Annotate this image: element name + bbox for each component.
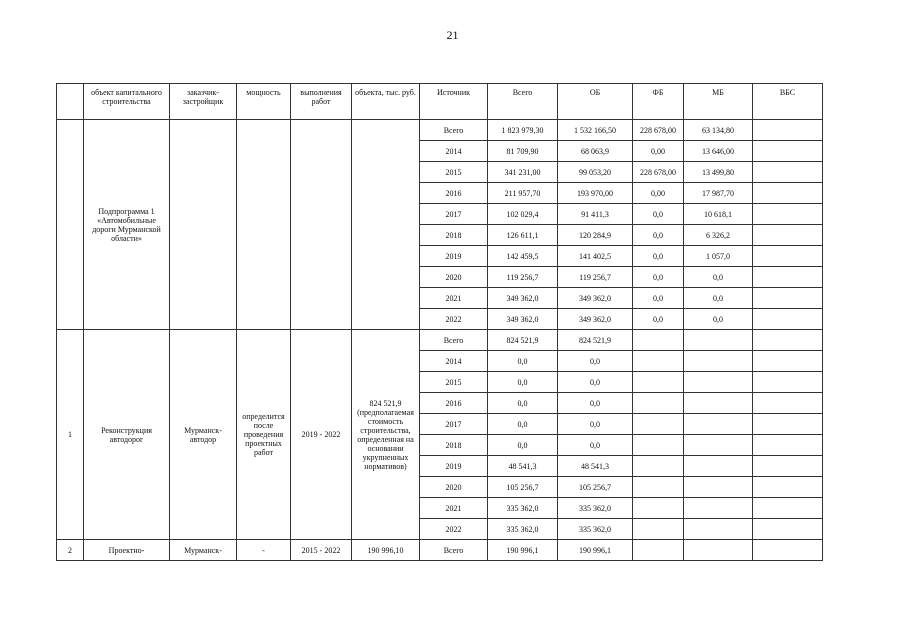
design-num: 2 bbox=[57, 540, 84, 561]
header-object: объект капитального строительства bbox=[84, 84, 170, 120]
subprogram-vbs bbox=[753, 141, 823, 162]
reconstruction-vbs bbox=[753, 393, 823, 414]
reconstruction-mb bbox=[684, 435, 753, 456]
subprogram-source: 2022 bbox=[420, 309, 488, 330]
subprogram-vbs bbox=[753, 225, 823, 246]
design-total: 190 996,1 bbox=[488, 540, 558, 561]
reconstruction-total: 0,0 bbox=[488, 435, 558, 456]
subprogram-mb: 0,0 bbox=[684, 288, 753, 309]
subprogram-total: 126 611,1 bbox=[488, 225, 558, 246]
reconstruction-fb bbox=[633, 414, 684, 435]
reconstruction-vbs bbox=[753, 477, 823, 498]
subprogram-ob: 99 053,20 bbox=[558, 162, 633, 183]
reconstruction-source: Всего bbox=[420, 330, 488, 351]
subprogram-vbs bbox=[753, 288, 823, 309]
subprogram-ob: 349 362,0 bbox=[558, 288, 633, 309]
header-period: выполнения работ bbox=[291, 84, 352, 120]
reconstruction-vbs bbox=[753, 372, 823, 393]
reconstruction-source: 2016 bbox=[420, 393, 488, 414]
reconstruction-source: 2019 bbox=[420, 456, 488, 477]
design-period: 2015 - 2022 bbox=[291, 540, 352, 561]
reconstruction-mb bbox=[684, 414, 753, 435]
subprogram-ob: 120 284,9 bbox=[558, 225, 633, 246]
reconstruction-ob: 0,0 bbox=[558, 435, 633, 456]
subprogram-fb: 0,0 bbox=[633, 204, 684, 225]
reconstruction-ob: 0,0 bbox=[558, 351, 633, 372]
subprogram-fb: 0,00 bbox=[633, 141, 684, 162]
subprogram-vbs bbox=[753, 246, 823, 267]
header-ob: ОБ bbox=[558, 84, 633, 120]
reconstruction-mb bbox=[684, 330, 753, 351]
subprogram-source: 2019 bbox=[420, 246, 488, 267]
subprogram-mb: 17 987,70 bbox=[684, 183, 753, 204]
subprogram-mb: 6 326,2 bbox=[684, 225, 753, 246]
reconstruction-total: 0,0 bbox=[488, 351, 558, 372]
subprogram-total: 349 362,0 bbox=[488, 309, 558, 330]
reconstruction-fb bbox=[633, 435, 684, 456]
header-mb: МБ bbox=[684, 84, 753, 120]
reconstruction-total: 335 362,0 bbox=[488, 498, 558, 519]
subprogram-vbs bbox=[753, 204, 823, 225]
subprogram-fb: 0,0 bbox=[633, 288, 684, 309]
subprogram-vbs bbox=[753, 120, 823, 141]
subprogram-fb: 0,0 bbox=[633, 309, 684, 330]
reconstruction-total: 0,0 bbox=[488, 414, 558, 435]
subprogram-number bbox=[57, 120, 84, 330]
reconstruction-fb bbox=[633, 519, 684, 540]
subprogram-object: Подпрограмма 1 «Автомобильные дороги Мурманской области» bbox=[84, 120, 170, 330]
subprogram-cost bbox=[352, 120, 420, 330]
subprogram-total: 211 957,70 bbox=[488, 183, 558, 204]
subprogram-ob: 193 970,00 bbox=[558, 183, 633, 204]
subprogram-total: 142 459,5 bbox=[488, 246, 558, 267]
header-capacity: мощность bbox=[237, 84, 291, 120]
reconstruction-fb bbox=[633, 393, 684, 414]
reconstruction-vbs bbox=[753, 330, 823, 351]
reconstruction-total: 0,0 bbox=[488, 393, 558, 414]
subprogram-total: 102 029,4 bbox=[488, 204, 558, 225]
subprogram-source: 2014 bbox=[420, 141, 488, 162]
reconstruction-fb bbox=[633, 477, 684, 498]
reconstruction-vbs bbox=[753, 519, 823, 540]
subprogram-mb: 13 499,80 bbox=[684, 162, 753, 183]
reconstruction-source: 2018 bbox=[420, 435, 488, 456]
reconstruction-customer: Мурманск-автодор bbox=[170, 330, 237, 540]
design-vbs bbox=[753, 540, 823, 561]
design-mb bbox=[684, 540, 753, 561]
subprogram-source: Всего bbox=[420, 120, 488, 141]
reconstruction-fb bbox=[633, 498, 684, 519]
subprogram-capacity bbox=[237, 120, 291, 330]
subprogram-ob: 141 402,5 bbox=[558, 246, 633, 267]
subprogram-fb: 0,00 bbox=[633, 183, 684, 204]
subprogram-mb: 10 618,1 bbox=[684, 204, 753, 225]
subprogram-ob: 119 256,7 bbox=[558, 267, 633, 288]
subprogram-mb: 13 646,00 bbox=[684, 141, 753, 162]
reconstruction-vbs bbox=[753, 498, 823, 519]
header-fb: ФБ bbox=[633, 84, 684, 120]
subprogram-mb: 63 134,80 bbox=[684, 120, 753, 141]
subprogram-vbs bbox=[753, 183, 823, 204]
reconstruction-fb bbox=[633, 330, 684, 351]
header-customer: заказчик-застройщик bbox=[170, 84, 237, 120]
reconstruction-ob: 335 362,0 bbox=[558, 519, 633, 540]
header-source: Источник bbox=[420, 84, 488, 120]
reconstruction-total: 335 362,0 bbox=[488, 519, 558, 540]
subprogram-mb: 0,0 bbox=[684, 309, 753, 330]
subprogram-mb: 0,0 bbox=[684, 267, 753, 288]
subprogram-vbs bbox=[753, 309, 823, 330]
reconstruction-mb bbox=[684, 519, 753, 540]
design-customer: Мурманск- bbox=[170, 540, 237, 561]
design-cost: 190 996,10 bbox=[352, 540, 420, 561]
reconstruction-ob: 0,0 bbox=[558, 414, 633, 435]
subprogram-fb: 0,0 bbox=[633, 225, 684, 246]
design-object: Проектно- bbox=[84, 540, 170, 561]
reconstruction-period: 2019 - 2022 bbox=[291, 330, 352, 540]
subprogram-ob: 91 411,3 bbox=[558, 204, 633, 225]
reconstruction-source: 2014 bbox=[420, 351, 488, 372]
reconstruction-mb bbox=[684, 351, 753, 372]
reconstruction-row bbox=[57, 330, 823, 351]
reconstruction-source: 2017 bbox=[420, 414, 488, 435]
subprogram-fb: 228 678,00 bbox=[633, 120, 684, 141]
subprogram-vbs bbox=[753, 267, 823, 288]
subprogram-fb: 0,0 bbox=[633, 246, 684, 267]
reconstruction-ob: 48 541,3 bbox=[558, 456, 633, 477]
header-vbs: ВБС bbox=[753, 84, 823, 120]
subprogram-source: 2020 bbox=[420, 267, 488, 288]
reconstruction-cost: 824 521,9 (предполагаемая стоимость строительства, определенная на основании укрупненных нормативов) bbox=[352, 330, 420, 540]
reconstruction-object: Реконструкция автодорог bbox=[84, 330, 170, 540]
reconstruction-vbs bbox=[753, 351, 823, 372]
page-number: 21 bbox=[446, 28, 459, 42]
reconstruction-total: 48 541,3 bbox=[488, 456, 558, 477]
subprogram-fb: 228 678,00 bbox=[633, 162, 684, 183]
design-fb bbox=[633, 540, 684, 561]
subprogram-ob: 349 362,0 bbox=[558, 309, 633, 330]
reconstruction-source: 2021 bbox=[420, 498, 488, 519]
header-cost: объекта, тыс. руб. bbox=[352, 84, 420, 120]
subprogram-source: 2016 bbox=[420, 183, 488, 204]
table-body bbox=[57, 84, 823, 561]
reconstruction-total: 824 521,9 bbox=[488, 330, 558, 351]
reconstruction-ob: 0,0 bbox=[558, 372, 633, 393]
reconstruction-total: 105 256,7 bbox=[488, 477, 558, 498]
subprogram-period bbox=[291, 120, 352, 330]
subprogram-source: 2017 bbox=[420, 204, 488, 225]
reconstruction-mb bbox=[684, 393, 753, 414]
reconstruction-source: 2022 bbox=[420, 519, 488, 540]
header-total: Всего bbox=[488, 84, 558, 120]
reconstruction-number: 1 bbox=[57, 330, 84, 540]
subprogram-total: 341 231,00 bbox=[488, 162, 558, 183]
reconstruction-fb bbox=[633, 372, 684, 393]
reconstruction-total: 0,0 bbox=[488, 372, 558, 393]
reconstruction-mb bbox=[684, 456, 753, 477]
subprogram-vbs bbox=[753, 162, 823, 183]
reconstruction-mb bbox=[684, 372, 753, 393]
reconstruction-ob: 335 362,0 bbox=[558, 498, 633, 519]
design-src: Всего bbox=[420, 540, 488, 561]
design-capacity: - bbox=[237, 540, 291, 561]
subprogram-source: 2015 bbox=[420, 162, 488, 183]
reconstruction-capacity: определится после проведения проектных работ bbox=[237, 330, 291, 540]
subprogram-source: 2018 bbox=[420, 225, 488, 246]
subprogram-ob: 68 063,9 bbox=[558, 141, 633, 162]
header-row bbox=[57, 84, 823, 120]
design-row bbox=[57, 540, 823, 561]
financing-table bbox=[56, 83, 823, 561]
subprogram-source: 2021 bbox=[420, 288, 488, 309]
reconstruction-vbs bbox=[753, 456, 823, 477]
subprogram-total: 349 362,0 bbox=[488, 288, 558, 309]
reconstruction-mb bbox=[684, 498, 753, 519]
subprogram-mb: 1 057,0 bbox=[684, 246, 753, 267]
subprogram-fb: 0,0 bbox=[633, 267, 684, 288]
subprogram-customer bbox=[170, 120, 237, 330]
reconstruction-fb bbox=[633, 351, 684, 372]
reconstruction-ob: 0,0 bbox=[558, 393, 633, 414]
subprogram-total: 119 256,7 bbox=[488, 267, 558, 288]
reconstruction-source: 2020 bbox=[420, 477, 488, 498]
reconstruction-source: 2015 bbox=[420, 372, 488, 393]
reconstruction-ob: 824 521,9 bbox=[558, 330, 633, 351]
subprogram-ob: 1 532 166,50 bbox=[558, 120, 633, 141]
subprogram-total: 81 709,90 bbox=[488, 141, 558, 162]
subprogram-total: 1 823 979,30 bbox=[488, 120, 558, 141]
design-ob: 190 996,1 bbox=[558, 540, 633, 561]
header-num bbox=[57, 84, 84, 120]
reconstruction-fb bbox=[633, 456, 684, 477]
reconstruction-ob: 105 256,7 bbox=[558, 477, 633, 498]
reconstruction-mb bbox=[684, 477, 753, 498]
reconstruction-vbs bbox=[753, 435, 823, 456]
reconstruction-vbs bbox=[753, 414, 823, 435]
subprogram-row bbox=[57, 120, 823, 141]
